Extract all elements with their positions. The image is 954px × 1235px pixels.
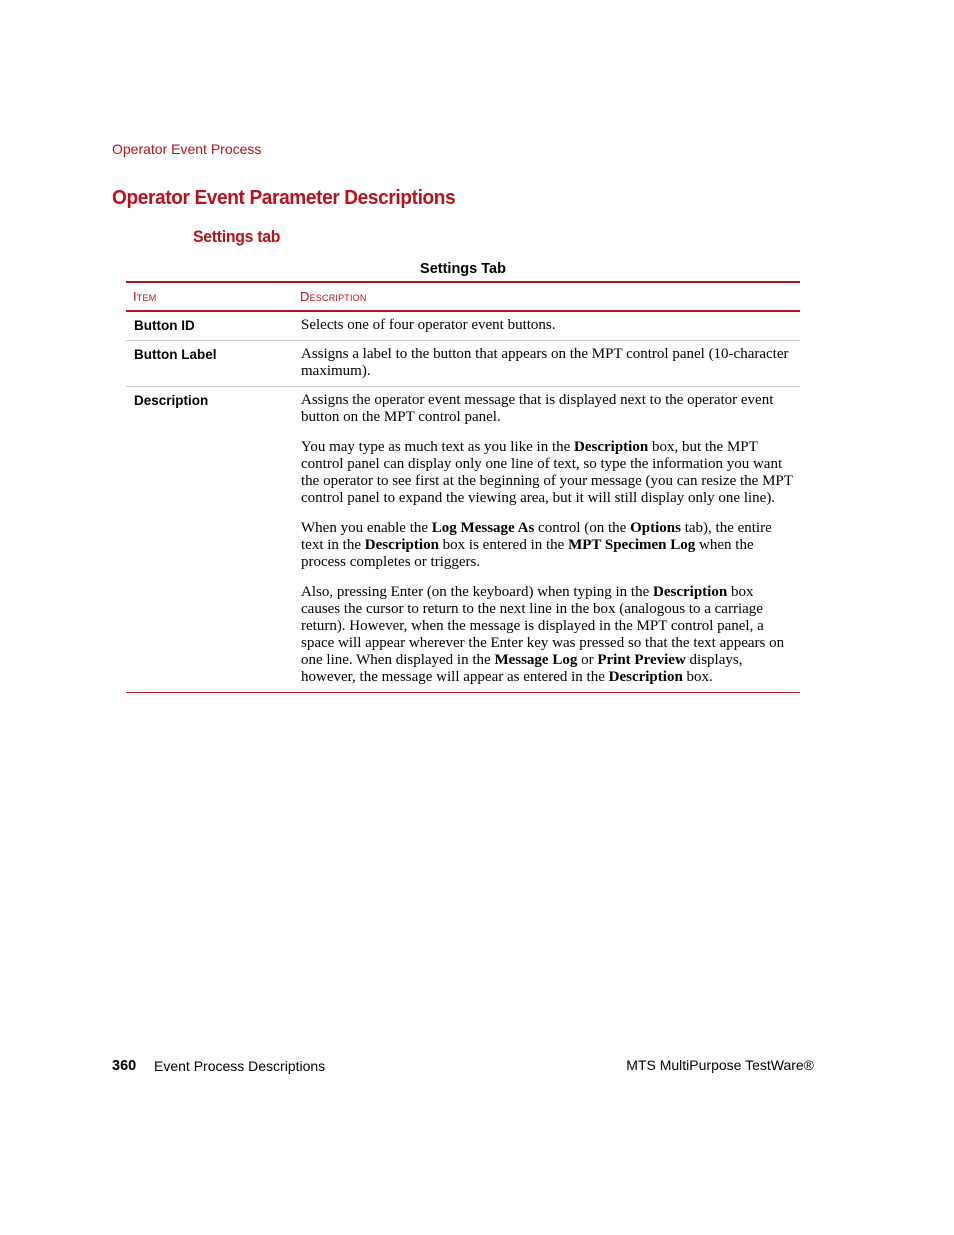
column-header-item: Item	[126, 282, 294, 311]
page-title: Operator Event Parameter Descriptions	[112, 186, 456, 209]
emphasized-term: Print Preview	[597, 652, 686, 668]
description-paragraph: Selects one of four operator event buttons.	[301, 317, 556, 333]
section-title: Settings tab	[193, 227, 281, 246]
emphasized-term: Description	[364, 537, 439, 553]
description-paragraph: Also, pressing Enter (on the keyboard) when typing in the Description box causes the cursor to return to the next line in the box (analogous to a carriage return). However, when the message is displayed in the MPT control panel, a space will appear wherever the Enter key was pressed so that the text appears on one line. When displayed in the Message Log or Print Preview displays, however, the message will appear as entered in the Description box.	[301, 584, 785, 685]
emphasized-term: Description	[608, 669, 683, 685]
table-row	[126, 387, 800, 693]
emphasized-term: MPT Specimen Log	[568, 537, 696, 553]
table-row	[126, 341, 800, 387]
emphasized-term: Message Log	[494, 652, 578, 668]
description-paragraph: Assigns the operator event message that is displayed next to the operator event button on the MPT control panel.	[301, 392, 774, 425]
table-header-row	[126, 282, 800, 311]
description-paragraph: Assigns a label to the button that appears on the MPT control panel (10-character maximum).	[301, 346, 789, 379]
page-number: 360	[112, 1058, 137, 1074]
emphasized-term: Description	[574, 439, 649, 455]
table-cell-description	[294, 387, 800, 693]
table-cell-item: Description	[134, 393, 209, 408]
column-header-description: Description	[294, 282, 800, 311]
description-paragraph: When you enable the Log Message As control (on the Options tab), the entire text in the Description box is entered in the MPT Specimen Log when the process completes or triggers.	[301, 520, 772, 570]
emphasized-term: Options	[630, 520, 681, 536]
table-row	[126, 311, 800, 341]
settings-parameter-table	[126, 281, 800, 693]
table-cell-description	[294, 311, 800, 341]
emphasized-term: Description	[653, 584, 728, 600]
table-cell-item: Button Label	[126, 341, 294, 387]
footer-section-title: Event Process Descriptions	[154, 1058, 326, 1074]
table-cell-description	[294, 341, 800, 387]
table-cell-item: Button ID	[126, 311, 294, 341]
emphasized-term: Log Message As	[431, 520, 535, 536]
breadcrumb: Operator Event Process	[112, 141, 262, 157]
footer-product-name: MTS MultiPurpose TestWare®	[626, 1057, 814, 1073]
description-paragraph: You may type as much text as you like in the Description box, but the MPT control panel can display only one line of text, so type the information you want the operator to see first at the beginning of your message (you can resize the MPT control panel to expand the viewing area, but it will still display only one line).	[301, 439, 793, 506]
table-caption: Settings Tab	[420, 261, 506, 277]
